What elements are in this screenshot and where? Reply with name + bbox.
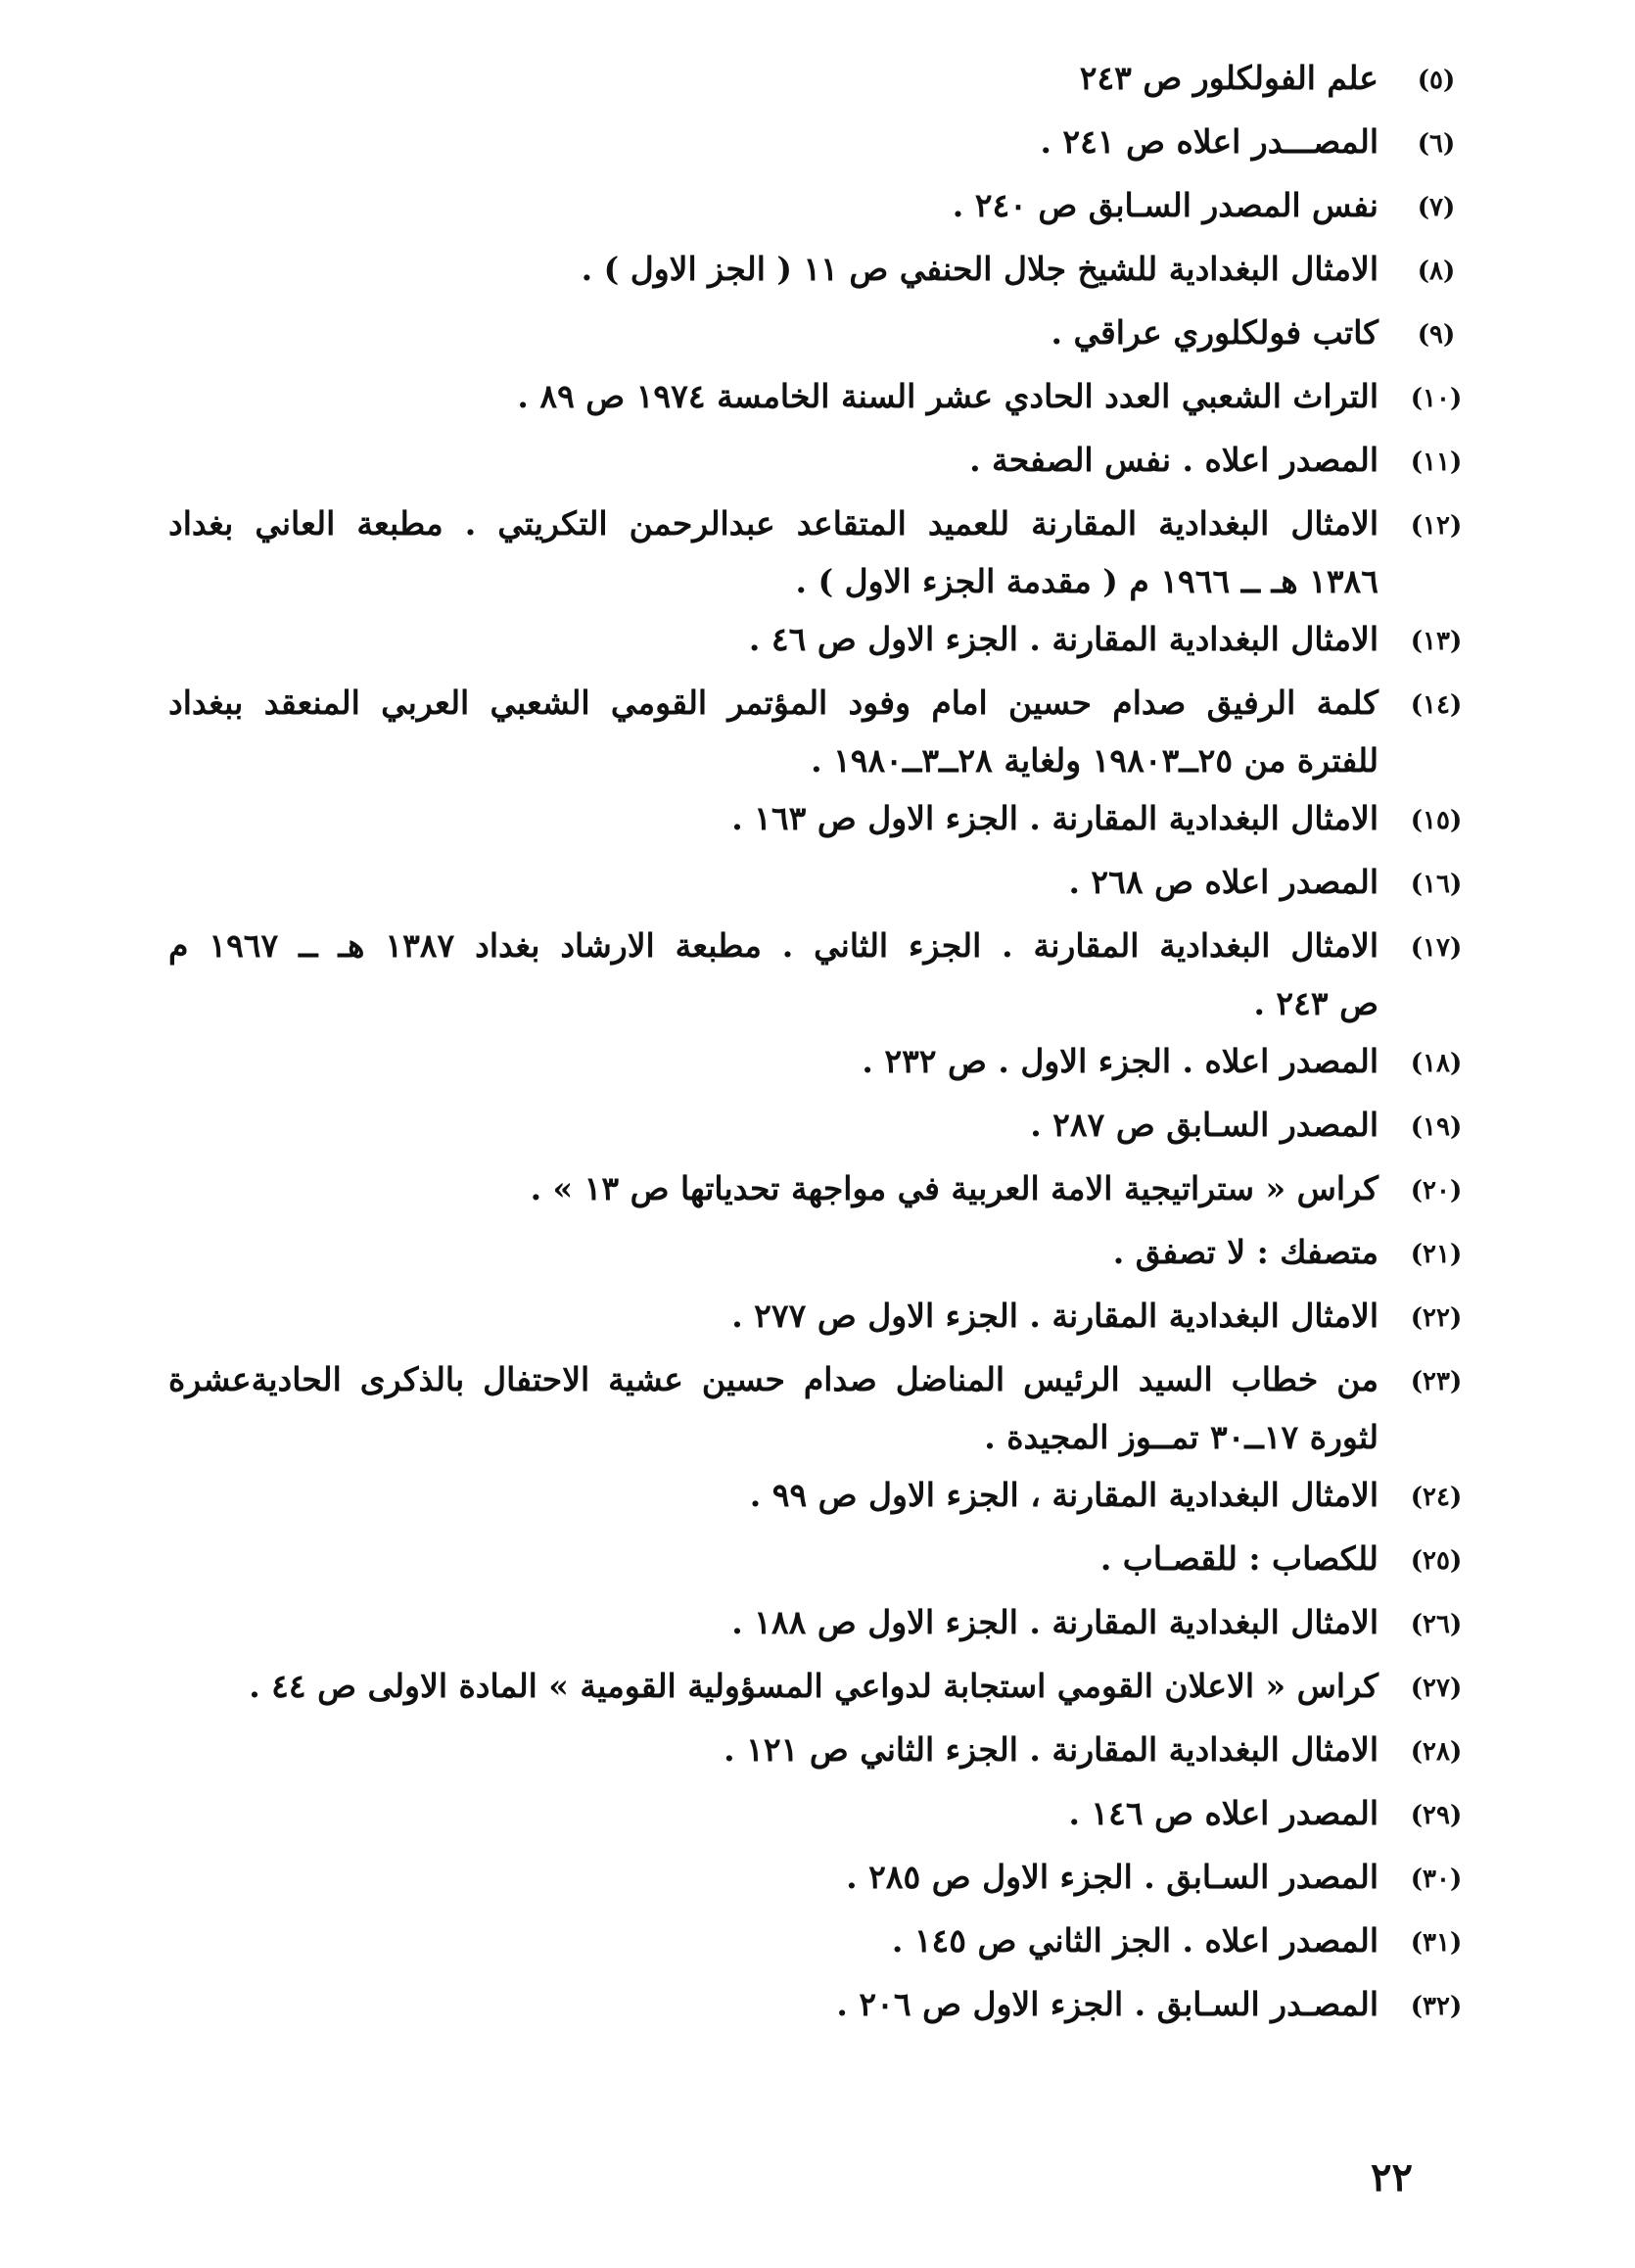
footnote-item (168, 928, 1471, 1021)
footnote-item (168, 801, 1471, 838)
footnote-number: (١١) (1410, 448, 1463, 477)
footnote-text (168, 685, 1378, 779)
footnote-line: ١٣٨٦ هـ ــ ١٩٦٦ م ( مقدمة الجزء الاول ) . (795, 562, 1378, 600)
footnote-line: الامثال البغدادية للشيخ جلال الحنفي ص ١١ ( الجز الاول ) . (581, 250, 1378, 288)
footnote-line: المصـــدر اعلاه ص ٢٤١ . (1040, 122, 1378, 161)
footnote-number: (٢٥) (1410, 1546, 1463, 1576)
footnote-text (168, 1362, 1378, 1455)
footnote-item (168, 1235, 1471, 1272)
footnote-text (168, 1044, 1378, 1079)
footnote-item (168, 685, 1471, 779)
page-number: ٢٢ (1371, 2154, 1413, 2200)
footnote-text (168, 1108, 1378, 1143)
footnote-text (168, 1732, 1378, 1768)
footnote-item (168, 124, 1471, 162)
footnote-item (168, 1923, 1471, 1961)
footnote-line: المصـدر السـابق . الجزء الاول ص ٢٠٦ . (836, 1985, 1378, 2023)
footnote-text (168, 443, 1378, 478)
footnote-number: (١٦) (1410, 870, 1463, 899)
footnote-number: (١٧) (1410, 933, 1463, 963)
footnote-text (168, 801, 1378, 836)
footnote-number: (١٩) (1410, 1112, 1463, 1142)
footnote-item (168, 1478, 1471, 1515)
footnote-number: (٢٧) (1410, 1674, 1463, 1703)
footnote-text (168, 379, 1378, 414)
footnote-item (168, 188, 1471, 225)
footnote-item (168, 1299, 1471, 1336)
footnote-line: من خطاب السيد الرئيس المناضل صدام حسين عشية الاحتفال بالذكرى الحاديةعشرة (168, 1360, 1378, 1398)
footnote-item (168, 61, 1471, 98)
footnote-text (168, 1923, 1378, 1959)
footnote-text (168, 1171, 1378, 1206)
footnote-line: المصدر السـابق ص ٢٨٧ . (1030, 1106, 1378, 1144)
footnote-item (168, 1860, 1471, 1897)
footnote-text (168, 865, 1378, 900)
footnote-number: (٢٣) (1410, 1367, 1463, 1396)
footnote-text (168, 1796, 1378, 1831)
footnote-item (168, 379, 1471, 416)
footnote-item (168, 443, 1471, 480)
footnote-line: المصدر اعلاه . الجزء الاول . ص ٢٣٢ . (862, 1042, 1378, 1080)
footnote-item (168, 1732, 1471, 1770)
footnote-text (168, 1235, 1378, 1270)
footnote-line: الامثال البغدادية المقارنة للعميد المتقاعد عبدالرحمن التكريتي . مطبعة العاني بغداد (168, 504, 1378, 543)
footnote-line: كاتب فولكلوري عراقي . (1051, 313, 1378, 352)
footnote-text (168, 252, 1378, 287)
footnote-item (168, 1171, 1471, 1208)
footnote-line: ص ٢٤٣ . (1253, 984, 1378, 1022)
footnote-text (168, 1299, 1378, 1334)
footnote-text (168, 1541, 1378, 1577)
footnote-number: (١٣) (1410, 627, 1463, 656)
footnote-text (168, 928, 1378, 1021)
footnote-line: المصدر اعلاه ص ٢٦٨ . (1068, 863, 1378, 901)
footnote-text (168, 1605, 1378, 1640)
footnote-item (168, 1796, 1471, 1833)
footnote-line: الامثال البغدادية المقارنة . الجزء الثاني . مطبعة الارشاد بغداد ١٣٨٧ هـ ــ ١٩٦٧ م (168, 926, 1379, 965)
footnote-line: المصدر السـابق . الجزء الاول ص ٢٨٥ . (846, 1858, 1378, 1896)
footnote-text (168, 1860, 1378, 1895)
footnote-number: (٢٠) (1410, 1176, 1463, 1205)
footnote-number: (٢٨) (1410, 1737, 1463, 1767)
footnote-line: الامثال البغدادية المقارنة . الجزء الاول ص ١٦٣ . (731, 799, 1378, 837)
footnote-line: علم الفولكلور ص ٢٤٣ (1079, 59, 1378, 97)
footnote-number: (٧) (1417, 193, 1456, 222)
footnote-line: كراس « الاعلان القومي استجابة لدواعي المسؤولية القومية » المادة الاولى ص ٤٤ . (249, 1667, 1378, 1705)
footnote-number: (٣٢) (1410, 1992, 1463, 2021)
footnote-number: (٢١) (1410, 1240, 1463, 1269)
footnote-item (168, 1362, 1471, 1455)
footnote-number: (٦) (1417, 129, 1456, 159)
footnote-item (168, 315, 1471, 353)
footnote-line: كلمة الرفيق صدام حسين امام وفود المؤتمر القومي الشعبي العربي المنعقد ببغداد (168, 684, 1378, 722)
footnote-line: الامثال البغدادية المقارنة ، الجزء الاول ص ٩٩ . (749, 1476, 1378, 1514)
footnote-text (168, 188, 1378, 223)
footnotes-list (168, 61, 1471, 2051)
footnote-line: المصدر اعلاه . نفس الصفحة . (969, 441, 1378, 479)
footnote-line: كراس « ستراتيجية الامة العربية في مواجهة تحدياتها ص ١٣ » . (530, 1169, 1378, 1207)
footnote-number: (٨) (1417, 257, 1456, 286)
footnote-text (168, 1669, 1378, 1704)
footnote-text (168, 61, 1378, 96)
footnote-item (168, 1044, 1471, 1081)
footnote-number: (١٠) (1410, 384, 1463, 413)
footnote-item (168, 1541, 1471, 1579)
footnote-line: نفس المصدر السـابق ص ٢٤٠ . (952, 186, 1378, 224)
footnote-item (168, 506, 1471, 599)
footnote-line: للفترة من ٢٥ــ١٩٨٠٣ ولغاية ٢٨ــ٣ــ١٩٨٠ . (811, 741, 1378, 780)
footnote-text (168, 124, 1378, 160)
footnote-number: (٩) (1417, 320, 1456, 350)
footnote-item (168, 622, 1471, 659)
footnote-text (168, 315, 1378, 351)
footnote-line: متصفك : لا تصفق . (1112, 1233, 1378, 1271)
footnote-number: (١٤) (1410, 690, 1463, 720)
footnote-line: الامثال البغدادية المقارنة . الجزء الاول ص ٢٧٧ . (731, 1297, 1378, 1335)
footnote-text (168, 506, 1378, 599)
footnote-line: الامثال البغدادية المقارنة . الجزء الاول ص ١٨٨ . (731, 1603, 1378, 1641)
footnote-line: المصدر اعلاه . الجز الثاني ص ١٤٥ . (891, 1921, 1378, 1960)
footnote-item (168, 865, 1471, 902)
footnote-text (168, 622, 1378, 657)
footnote-item (168, 1669, 1471, 1706)
footnote-line: الامثال البغدادية المقارنة . الجزء الثاني ص ١٢١ . (724, 1730, 1378, 1769)
footnote-number: (١٨) (1410, 1049, 1463, 1078)
footnote-number: (٢٩) (1410, 1801, 1463, 1830)
footnote-item (168, 1605, 1471, 1642)
footnote-line: لثورة ١٧ــ٣٠ تمــوز المجيدة . (984, 1418, 1378, 1456)
footnote-number: (٥) (1417, 66, 1456, 95)
footnote-text (168, 1987, 1378, 2022)
footnote-number: (٢٤) (1410, 1483, 1463, 1512)
footnote-line: المصدر اعلاه ص ١٤٦ . (1068, 1794, 1378, 1832)
footnote-number: (٢٢) (1410, 1303, 1463, 1333)
footnote-item (168, 252, 1471, 289)
footnote-number: (٣١) (1410, 1928, 1463, 1958)
footnote-item (168, 1108, 1471, 1145)
footnote-line: التراث الشعبي العدد الحادي عشر السنة الخامسة ١٩٧٤ ص ٨٩ . (517, 377, 1378, 415)
footnote-item (168, 1987, 1471, 2024)
footnote-number: (٢٦) (1410, 1610, 1463, 1639)
footnote-text (168, 1478, 1378, 1513)
footnote-number: (١٥) (1410, 806, 1463, 835)
footnote-line: للكصاب : للقصـاب . (1099, 1539, 1378, 1578)
footnote-line: الامثال البغدادية المقارنة . الجزء الاول ص ٤٦ . (748, 620, 1378, 658)
footnote-number: (٣٠) (1410, 1865, 1463, 1894)
footnote-number: (١٢) (1410, 511, 1463, 541)
